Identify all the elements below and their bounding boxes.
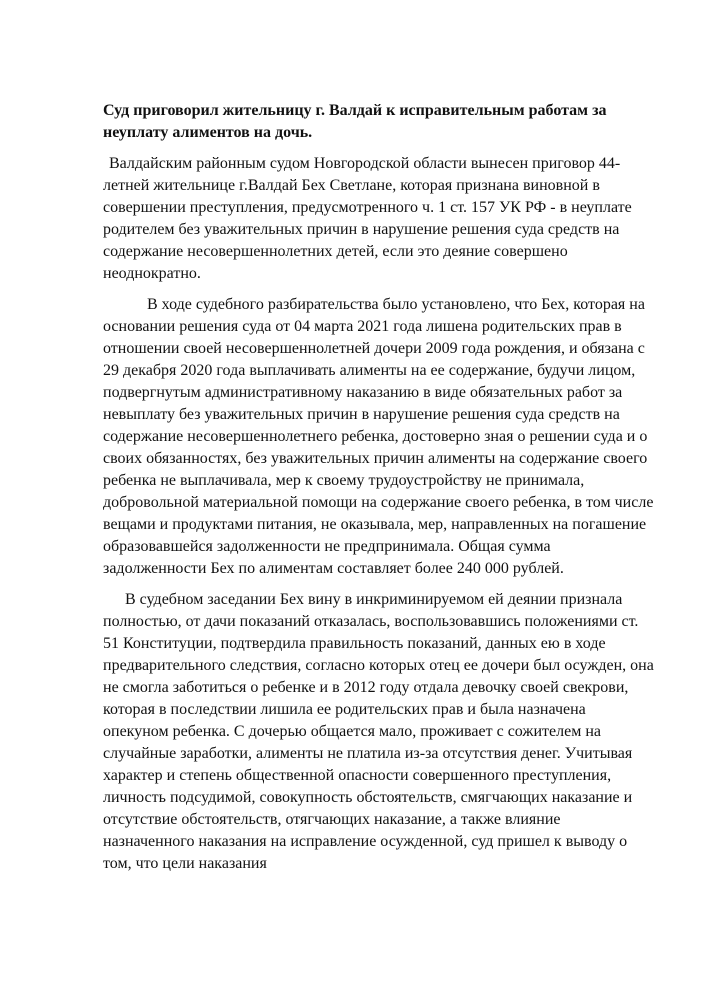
paragraph-1: Валдайским районным судом Новгородской области вынесен приговор 44-летней жительнице г.Валдай Бех Светлане, которая признана виновной в совершении преступления, предусмотренного ч. 1 ст. 157 УК РФ - в неуплате родителем без уважительных причин в нарушение решения суда средств на содержание несовершеннолетних детей, если это деяние совершено неоднократно. bbox=[103, 155, 632, 282]
paragraph-3: В судебном заседании Бех вину в инкриминируемом ей деянии признала полностью, от дачи показаний отказалась, воспользовавшись положениями ст. 51 Конституции, подтвердила правильность показаний, данных ею в ходе предварительного следствия, согласно которых отец ее дочери был осужден, она не смогла заботиться о ребенке и в 2012 году отдала девочку своей свекрови, которая в последствии лишила ее родительских прав и была назначена опекуном ребенка. С дочерью общается мало, проживает с сожителем на случайные заработки, алименты не платила из-за отсутствия денег. Учитывая характер и степень общественной опасности совершенного преступления, личность подсудимой, совокупность обстоятельств, смягчающих наказание и отсутствие обстоятельств, отягчающих наказание, а также влияние назначенного наказания на исправление осужденной, суд пришел к выводу о том, что цели наказания bbox=[103, 591, 654, 872]
paragraph-2: В ходе судебного разбирательства было установлено, что Бех, которая на основании решения суда от 04 марта 2021 года лишена родительских прав в отношении своей несовершеннолетней дочери 2009 года рождения, и обязана с 29 декабря 2020 года выплачивать алименты на ее содержание, будучи лицом, подвергнутым административному наказанию в виде обязательных работ за невыплату без уважительных причин в нарушение решения суда средств на содержание несовершеннолетнего ребенка, достоверно зная о решении суда и о своих обязанностях, без уважительных причин алименты на содержание своего ребенка не выплачивала, мер к своему трудоустройству не принимала, добровольной материальной помощи на содержание своего ребенка, в том числе вещами и продуктами питания, не оказывала, мер, направленных на погашение образовавшейся задолженности не предпринимала. Общая сумма задолженности Бех по алиментам составляет более 240 000 рублей. bbox=[103, 296, 654, 577]
document-body bbox=[103, 100, 655, 884]
document-title: Суд приговорил жительницу г. Валдай к исправительным работам за неуплату алиментов на дочь. bbox=[103, 102, 607, 141]
